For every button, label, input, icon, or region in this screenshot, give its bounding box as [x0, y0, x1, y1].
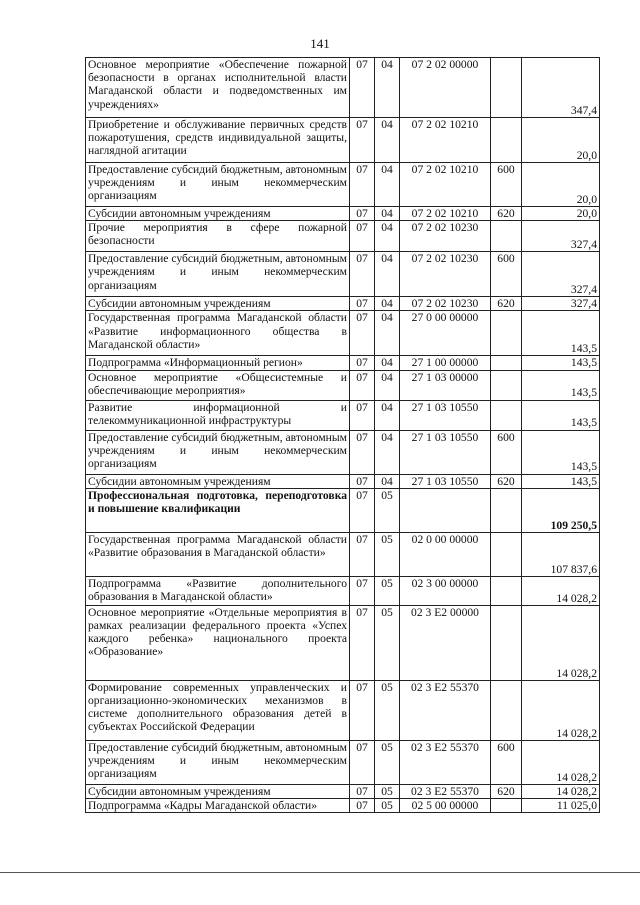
- row-expense-type-cell: [491, 118, 522, 163]
- row-expense-type-cell: [491, 221, 522, 252]
- row-target-article-cell: 02 3 00 00000: [400, 576, 491, 605]
- table-row: [86, 311, 600, 356]
- row-expense-type-cell: [491, 58, 522, 118]
- row-amount-cell: 14 028,2: [522, 680, 600, 740]
- table-row: [86, 430, 600, 474]
- row-name-cell: Формирование современных управленческих и организационно-экономических механизмов в системе дополнительного образования детей в субъектах Российской Федерации: [86, 680, 350, 740]
- table-row: [86, 356, 600, 370]
- row-section-cell: 07: [350, 799, 375, 813]
- page-number: 141: [310, 36, 330, 51]
- row-expense-type-cell: 600: [491, 163, 522, 207]
- row-section-cell: 07: [350, 488, 375, 532]
- row-subsection-cell: 05: [375, 532, 400, 576]
- row-section-cell: 07: [350, 474, 375, 488]
- row-target-article-cell: 07 2 02 10230: [400, 221, 491, 252]
- row-expense-type-cell: 620: [491, 474, 522, 488]
- row-name-cell: Субсидии автономным учреждениям: [86, 474, 350, 488]
- row-subsection-cell: 04: [375, 474, 400, 488]
- row-target-article-cell: 27 1 00 00000: [400, 356, 491, 370]
- table-row: [86, 58, 600, 118]
- row-target-article-cell: 27 1 03 10550: [400, 400, 491, 430]
- row-amount-cell: 143,5: [522, 311, 600, 356]
- row-expense-type-cell: [491, 532, 522, 576]
- row-expense-type-cell: 600: [491, 252, 522, 297]
- row-subsection-cell: 04: [375, 252, 400, 297]
- budget-table: [85, 57, 600, 813]
- row-name-cell: Прочие мероприятия в сфере пожарной безопасности: [86, 221, 350, 252]
- row-name-cell: Основное мероприятие «Обеспечение пожарной безопасности в органах исполнительной власти Магаданской области и подведомственных им учреждениях»: [86, 58, 350, 118]
- row-section-cell: 07: [350, 370, 375, 400]
- row-amount-cell: 143,5: [522, 356, 600, 370]
- row-expense-type-cell: 600: [491, 740, 522, 784]
- row-section-cell: 07: [350, 400, 375, 430]
- row-subsection-cell: 04: [375, 118, 400, 163]
- row-subsection-cell: 05: [375, 740, 400, 784]
- row-subsection-cell: 04: [375, 430, 400, 474]
- row-expense-type-cell: 620: [491, 207, 522, 221]
- row-expense-type-cell: 620: [491, 297, 522, 311]
- row-amount-cell: 143,5: [522, 474, 600, 488]
- row-amount-cell: 143,5: [522, 370, 600, 400]
- table-row: [86, 370, 600, 400]
- row-expense-type-cell: 600: [491, 430, 522, 474]
- row-name-cell: Субсидии автономным учреждениям: [86, 207, 350, 221]
- row-expense-type-cell: 620: [491, 784, 522, 798]
- row-section-cell: 07: [350, 163, 375, 207]
- row-target-article-cell: 27 1 03 10550: [400, 474, 491, 488]
- row-section-cell: 07: [350, 297, 375, 311]
- row-expense-type-cell: [491, 311, 522, 356]
- row-target-article-cell: 07 2 02 00000: [400, 58, 491, 118]
- row-amount-cell: 107 837,6: [522, 532, 600, 576]
- table-row: [86, 207, 600, 221]
- row-subsection-cell: 05: [375, 576, 400, 605]
- row-subsection-cell: 04: [375, 163, 400, 207]
- row-target-article-cell: 27 0 00 00000: [400, 311, 491, 356]
- row-amount-cell: 327,4: [522, 221, 600, 252]
- row-subsection-cell: 04: [375, 207, 400, 221]
- row-section-cell: 07: [350, 740, 375, 784]
- row-expense-type-cell: [491, 488, 522, 532]
- row-section-cell: 07: [350, 430, 375, 474]
- row-section-cell: 07: [350, 784, 375, 798]
- row-section-cell: 07: [350, 221, 375, 252]
- table-row: [86, 488, 600, 532]
- row-subsection-cell: 05: [375, 488, 400, 532]
- row-amount-cell: 109 250,5: [522, 488, 600, 532]
- row-name-cell: Подпрограмма «Информационный регион»: [86, 356, 350, 370]
- row-target-article-cell: 02 0 00 00000: [400, 532, 491, 576]
- row-name-cell: Субсидии автономным учреждениям: [86, 784, 350, 798]
- row-section-cell: 07: [350, 252, 375, 297]
- row-target-article-cell: 02 5 00 00000: [400, 799, 491, 813]
- row-name-cell: Приобретение и обслуживание первичных средств пожаротушения, средств индивидуальной защиты, наглядной агитации: [86, 118, 350, 163]
- row-amount-cell: 14 028,2: [522, 740, 600, 784]
- row-subsection-cell: 05: [375, 605, 400, 680]
- row-subsection-cell: 04: [375, 221, 400, 252]
- row-target-article-cell: 07 2 02 10210: [400, 163, 491, 207]
- table-row: [86, 532, 600, 576]
- row-subsection-cell: 05: [375, 799, 400, 813]
- row-expense-type-cell: [491, 799, 522, 813]
- row-name-cell: Основное мероприятие «Общесистемные и обеспечивающие мероприятия»: [86, 370, 350, 400]
- row-section-cell: 07: [350, 605, 375, 680]
- row-target-article-cell: 02 3 E2 55370: [400, 740, 491, 784]
- row-amount-cell: 20,0: [522, 207, 600, 221]
- table-row: [86, 680, 600, 740]
- row-amount-cell: 347,4: [522, 58, 600, 118]
- row-name-cell: Государственная программа Магаданской области «Развитие информационного общества в Магаданской области»: [86, 311, 350, 356]
- row-name-cell: Предоставление субсидий бюджетным, автономным учреждениям и иным некоммерческим организациям: [86, 740, 350, 784]
- table-row: [86, 252, 600, 297]
- row-target-article-cell: 07 2 02 10230: [400, 297, 491, 311]
- row-amount-cell: 143,5: [522, 400, 600, 430]
- row-target-article-cell: 07 2 02 10210: [400, 207, 491, 221]
- row-target-article-cell: 27 1 03 00000: [400, 370, 491, 400]
- table-row: [86, 576, 600, 605]
- row-subsection-cell: 04: [375, 400, 400, 430]
- row-amount-cell: 143,5: [522, 430, 600, 474]
- table-row: [86, 163, 600, 207]
- row-subsection-cell: 04: [375, 356, 400, 370]
- row-name-cell: Профессиональная подготовка, переподготовка и повышение квалификации: [86, 488, 350, 532]
- table-row: [86, 605, 600, 680]
- row-section-cell: 07: [350, 118, 375, 163]
- table-row: [86, 474, 600, 488]
- table-row: [86, 740, 600, 784]
- table-row: [86, 118, 600, 163]
- table-row: [86, 221, 600, 252]
- row-subsection-cell: 04: [375, 297, 400, 311]
- row-name-cell: Предоставление субсидий бюджетным, автономным учреждениям и иным некоммерческим организациям: [86, 430, 350, 474]
- row-name-cell: Предоставление субсидий бюджетным, автономным учреждениям и иным некоммерческим организациям: [86, 163, 350, 207]
- row-target-article-cell: 02 3 E2 55370: [400, 784, 491, 798]
- row-amount-cell: 14 028,2: [522, 605, 600, 680]
- row-subsection-cell: 05: [375, 680, 400, 740]
- row-amount-cell: 327,4: [522, 252, 600, 297]
- row-expense-type-cell: [491, 680, 522, 740]
- row-section-cell: 07: [350, 311, 375, 356]
- row-subsection-cell: 04: [375, 311, 400, 356]
- row-target-article-cell: 02 3 E2 00000: [400, 605, 491, 680]
- row-expense-type-cell: [491, 356, 522, 370]
- row-target-article-cell: 07 2 02 10210: [400, 118, 491, 163]
- row-subsection-cell: 04: [375, 58, 400, 118]
- row-amount-cell: 14 028,2: [522, 784, 600, 798]
- row-subsection-cell: 04: [375, 370, 400, 400]
- row-name-cell: Субсидии автономным учреждениям: [86, 297, 350, 311]
- row-section-cell: 07: [350, 356, 375, 370]
- row-name-cell: Предоставление субсидий бюджетным, автономным учреждениям и иным некоммерческим организациям: [86, 252, 350, 297]
- table-row: [86, 400, 600, 430]
- row-amount-cell: 327,4: [522, 297, 600, 311]
- row-subsection-cell: 05: [375, 784, 400, 798]
- row-name-cell: Основное мероприятие «Отдельные мероприятия в рамках реализации федерального проекта «Успех каждого ребенка» национального проекта «Образование»: [86, 605, 350, 680]
- row-name-cell: Подпрограмма «Развитие дополнительного образования в Магаданской области»: [86, 576, 350, 605]
- row-name-cell: Развитие информационной и телекоммуникационной инфраструктуры: [86, 400, 350, 430]
- row-amount-cell: 11 025,0: [522, 799, 600, 813]
- row-amount-cell: 20,0: [522, 118, 600, 163]
- row-expense-type-cell: [491, 605, 522, 680]
- table-row: [86, 297, 600, 311]
- row-expense-type-cell: [491, 370, 522, 400]
- row-expense-type-cell: [491, 576, 522, 605]
- table-row: [86, 784, 600, 798]
- row-amount-cell: 20,0: [522, 163, 600, 207]
- row-name-cell: Государственная программа Магаданской области «Развитие образования в Магаданской области»: [86, 532, 350, 576]
- row-section-cell: 07: [350, 680, 375, 740]
- row-target-article-cell: 27 1 03 10550: [400, 430, 491, 474]
- row-section-cell: 07: [350, 532, 375, 576]
- page-bottom-rule: [0, 872, 640, 873]
- row-section-cell: 07: [350, 576, 375, 605]
- table-row: [86, 799, 600, 813]
- row-expense-type-cell: [491, 400, 522, 430]
- row-name-cell: Подпрограмма «Кадры Магаданской области»: [86, 799, 350, 813]
- row-section-cell: 07: [350, 207, 375, 221]
- row-amount-cell: 14 028,2: [522, 576, 600, 605]
- row-target-article-cell: 07 2 02 10230: [400, 252, 491, 297]
- row-target-article-cell: 02 3 E2 55370: [400, 680, 491, 740]
- row-target-article-cell: [400, 488, 491, 532]
- row-section-cell: 07: [350, 58, 375, 118]
